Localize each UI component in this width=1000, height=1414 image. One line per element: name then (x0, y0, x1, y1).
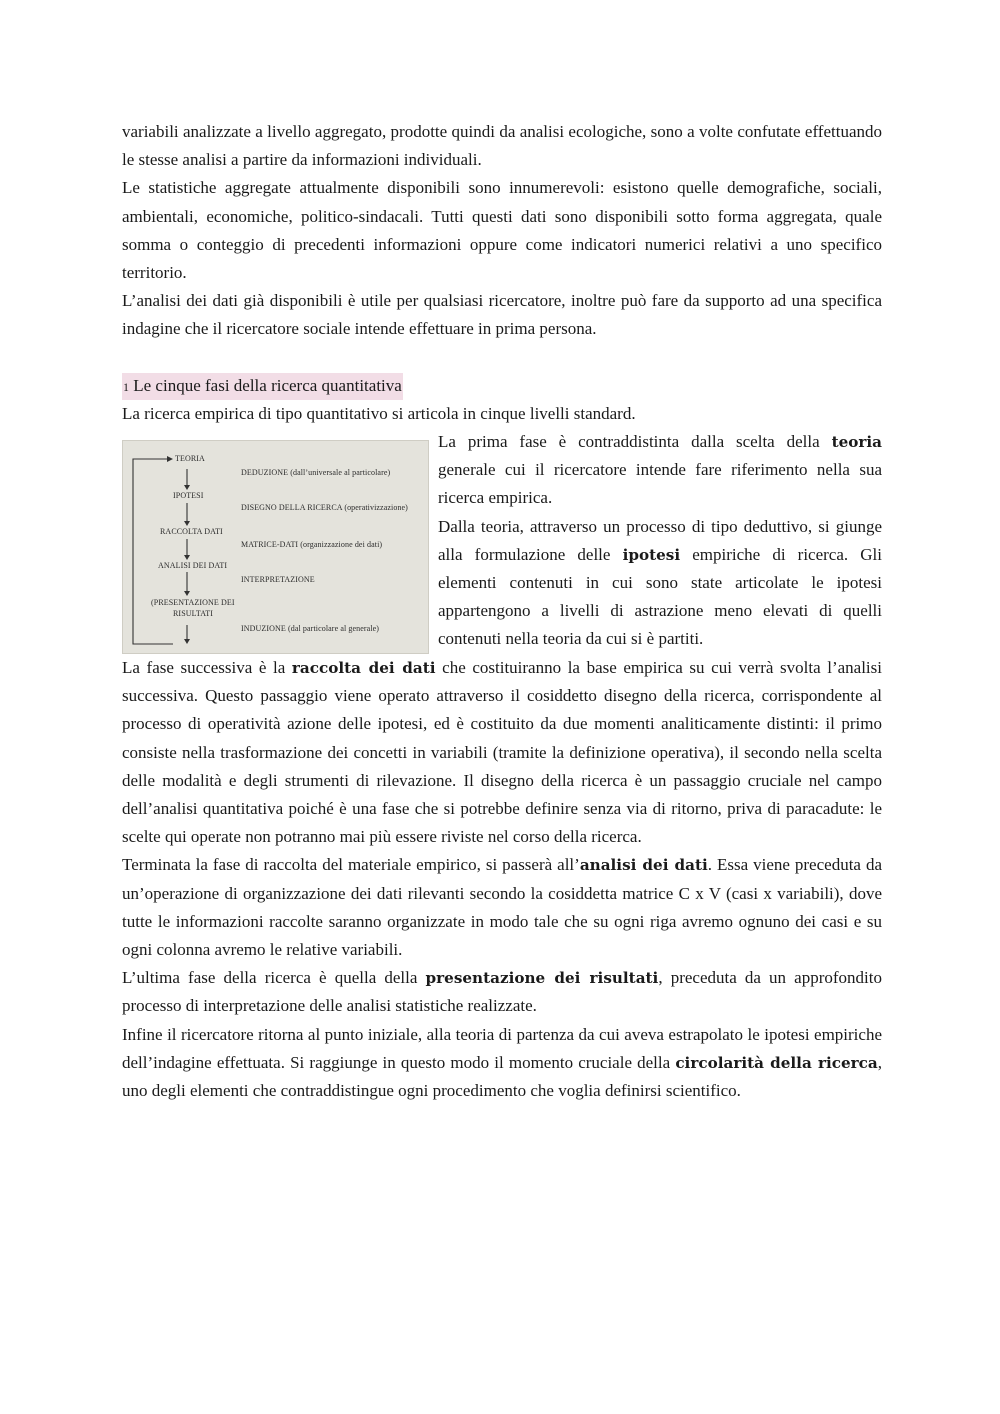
figure-side-text (438, 428, 882, 654)
paragraph-ipotesi: Dalla teoria, attraverso un processo di tipo deduttivo, si giunge alla formulazione delle ipotesi empiriche di ricerca. Gli elementi contenuti in cui sono state articolate le ipotesi appartengono a livelli di astrazione meno elevati di quelli contenuti nella teoria da cui si è partiti. (438, 516, 882, 649)
figure-label-teoria: TEORIA (175, 454, 205, 464)
figure-label-analisi-dati: ANALISI DEI DATI (158, 561, 228, 571)
bold-raccolta-dati: raccolta dei dati (291, 659, 436, 678)
section-title: Le cinque fasi della ricerca quantitativa (133, 375, 402, 395)
figure-label-interpretazione: INTERPRETAZIONE (241, 575, 315, 585)
document-page (122, 118, 882, 1105)
paragraph-analisi: Terminata la fase di raccolta del materiale empirico, si passerà all’analisi dei dati. Essa viene preceduta da un’operazione di organizzazione dei dati rilevanti secondo la cosiddetta matrice C x V (casi x variabili), dove tutte le informazioni raccolte saranno organizzate in modo tale che su ogni riga avremo ognuno dei casi e su ogni colonna avremo le relative variabili. (122, 855, 882, 960)
figure-label-deduzione: DEDUZIONE (dall’universale al particolare) (241, 468, 391, 478)
bold-circolarita: circolarità della ricerca (675, 1053, 878, 1072)
bold-teoria: teoria (831, 433, 882, 452)
paragraph-teoria: La prima fase è contraddistinta dalla scelta della teoria generale cui il ricercatore intende fare riferimento nella sua ricerca empirica. (438, 432, 882, 508)
figure-label-disegno: DISEGNO DELLA RICERCA (operativizzazione) (241, 503, 408, 513)
section-lead: La ricerca empirica di tipo quantitativo si articola in cinque livelli standard. (122, 403, 636, 423)
section-heading-wrap (122, 372, 882, 400)
paragraph-intro-3: L’analisi dei dati già disponibili è utile per qualsiasi ricercatore, inoltre può fare da supporto ad una specifica indagine che il ricercatore sociale intende effettuare in prima persona. (122, 291, 882, 339)
research-phases-figure (122, 440, 429, 654)
paragraph-intro-2: Le statistiche aggregate attualmente disponibili sono innumerevoli: esistono quelle demografiche, sociali, ambientali, economiche, politico-sindacali. Tutti questi dati sono disponibili sotto forma aggregata, quale somma o conteggio di precedenti informazioni oppure come indicatori numerici relativi a uno specifico territorio. (122, 178, 882, 283)
paragraph-presentazione: L’ultima fase della ricerca è quella della presentazione dei risultati, preceduta da un approfondito processo di interpretazione delle analisi statistiche realizzate. (122, 968, 882, 1016)
figure-label-ipotesi: IPOTESI (173, 491, 204, 501)
figure-label-matrice: MATRICE-DATI (organizzazione dei dati) (241, 540, 383, 550)
figure-label-presentazione: (PRESENTAZIONE DEI (151, 598, 235, 608)
paragraph-raccolta: La fase successiva è la raccolta dei dati che costituiranno la base empirica su cui verrà svolta l’analisi successiva. Questo passaggio viene operato attraverso il cosiddetto disegno della ricerca, corrispondente al processo di operatività azione delle ipotesi, ed è costituito da due momenti analiticamente distinti: il primo consiste nella trasformazione dei concetti in variabili (tramite la definizione operativa), il secondo nella scelta delle modalità e degli strumenti di rilevazione. Il disegno della ricerca è un passaggio cruciale nel campo dell’analisi quantitativa poiché è una fase che si potrebbe definire senza via di ritorno, priva di paracadute: le scelte qui operate non potranno mai più essere riviste nel corso della ricerca. (122, 658, 882, 847)
bold-analisi-dati: analisi dei dati (579, 856, 708, 875)
paragraph-intro-1: variabili analizzate a livello aggregato, prodotte quindi da analisi ecologiche, sono a volte confutate effettuando le stesse analisi a partire da informazioni individuali. (122, 122, 882, 170)
section-heading (122, 373, 403, 400)
section-number: 1 (123, 379, 129, 394)
bold-presentazione-risultati: presentazione dei risultati (425, 969, 659, 988)
figure-label-induzione: INDUZIONE (dal particolare al generale) (241, 624, 380, 634)
bold-ipotesi: ipotesi (622, 545, 681, 564)
figure-label-risultati: RISULTATI (173, 609, 213, 619)
paragraph-circolarita: Infine il ricercatore ritorna al punto iniziale, alla teoria di partenza da cui aveva estrapolato le ipotesi empiriche dell’indagine effettuata. Si raggiunge in questo modo il momento cruciale della circolarità della ricerca, uno degli elementi che contraddistingue ogni procedimento che voglia definirsi scientifico. (122, 1024, 882, 1101)
figure-label-raccolta-dati: RACCOLTA DATI (160, 527, 223, 537)
feedback-loop-line (133, 459, 173, 644)
